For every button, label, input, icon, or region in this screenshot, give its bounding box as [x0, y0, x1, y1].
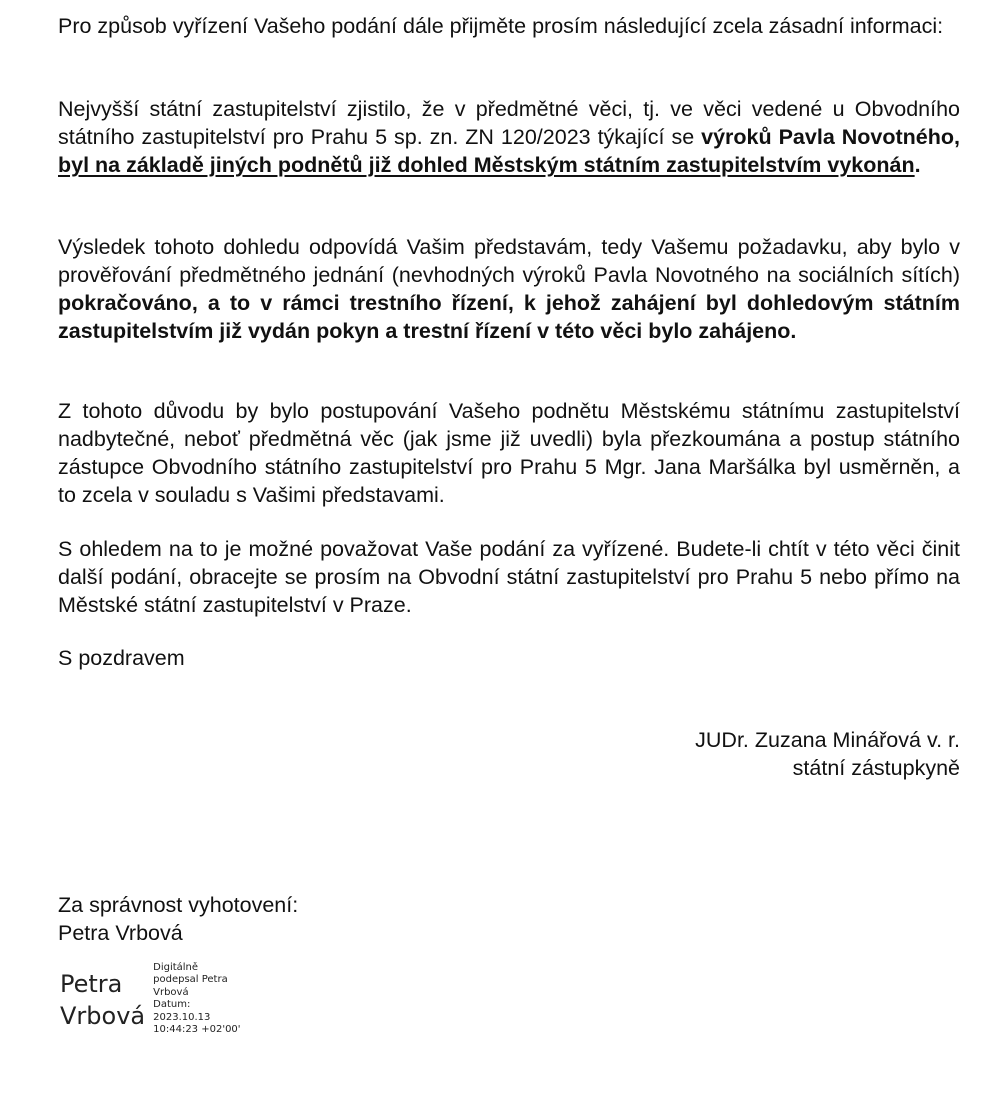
text-run: Z tohoto důvodu by bylo postupování Vašeho podnětu Městskému státnímu zastupitelství nadbytečné, neboť předmětná věc (jak jsme již uvedli) byla přezkoumána a postup státního zástupce Obvodního státního zastupitelství pro Prahu 5 Mgr. Jana Maršálka byl usměrněn, a to zcela v souladu s Vašimi představami. — [58, 399, 960, 507]
paragraph-result — [58, 233, 960, 345]
paragraph-reason — [58, 397, 960, 509]
paragraph-conclusion — [58, 535, 960, 619]
digital-signature-info — [153, 962, 240, 1036]
signatory-name: JUDr. Zuzana Minářová v. r. — [695, 728, 960, 752]
text-run: Pro způsob vyřízení Vašeho podání dále přijměte prosím následující zcela zásadní informaci: — [58, 14, 944, 38]
digital-signature-name-line: Vrbová — [60, 1002, 146, 1030]
digital-signature-name — [60, 968, 145, 1032]
text-run: S ohledem na to je možné považovat Vaše podání za vyřízené. Budete-li chtít v této věci činit další podání, obracejte se prosím na Obvodní státní zastupitelství pro Prahu 5 nebo přímo na Městské státní zastupitelství v Praze. — [58, 537, 960, 617]
digital-signature-info-line: Digitálně — [153, 962, 199, 973]
paragraph-greeting — [58, 644, 960, 672]
digital-signature-info-line: 2023.10.13 — [153, 1011, 211, 1023]
text-run-bold-underlined: byl na základě jiných podnětů již dohled Městským státním zastupitelstvím vykonán — [58, 153, 915, 177]
paragraph-finding — [58, 95, 960, 179]
signature-block — [695, 726, 960, 782]
verification-label: Za správnost vyhotovení: — [58, 893, 299, 917]
verification-block — [58, 891, 298, 947]
paragraph-intro — [58, 12, 960, 40]
digital-signature-info-line: Datum: — [153, 999, 191, 1011]
text-run-bold: pokračováno, a to v rámci trestního řízení, k jehož zahájení byl dohledovým státním zastupitelstvím již vydán pokyn a trestní řízení v této věci bylo zahájeno. — [58, 291, 960, 343]
digital-signature-info-line: podepsal Petra — [153, 974, 228, 986]
digital-signature-info-line: 10:44:23 +02'00' — [153, 1024, 241, 1036]
text-run-bold: . — [914, 153, 921, 177]
text-run: Výsledek tohoto dohledu odpovídá Vašim představám, tedy Vašemu požadavku, aby bylo v prověřování předmětného jednání (nevhodných výroků Pavla Novotného na sociálních sítích) — [58, 235, 960, 287]
digital-signature-stamp — [60, 962, 241, 1036]
digital-signature-info-line: Vrbová — [153, 986, 189, 998]
text-run-bold: výroků Pavla Novotného, — [701, 125, 960, 149]
signatory-role: státní zástupkyně — [792, 756, 960, 780]
verification-name: Petra Vrbová — [58, 921, 183, 945]
text-run: S pozdravem — [58, 646, 185, 670]
text-run: Nejvyšší státní zastupitelství zjistilo, že v předmětné věci, tj. ve věci vedené u Obvodního státního zastupitelství pro Prahu 5 sp. zn. ZN 120/2023 týkající se — [58, 97, 960, 149]
digital-signature-name-line: Petra — [60, 970, 123, 998]
